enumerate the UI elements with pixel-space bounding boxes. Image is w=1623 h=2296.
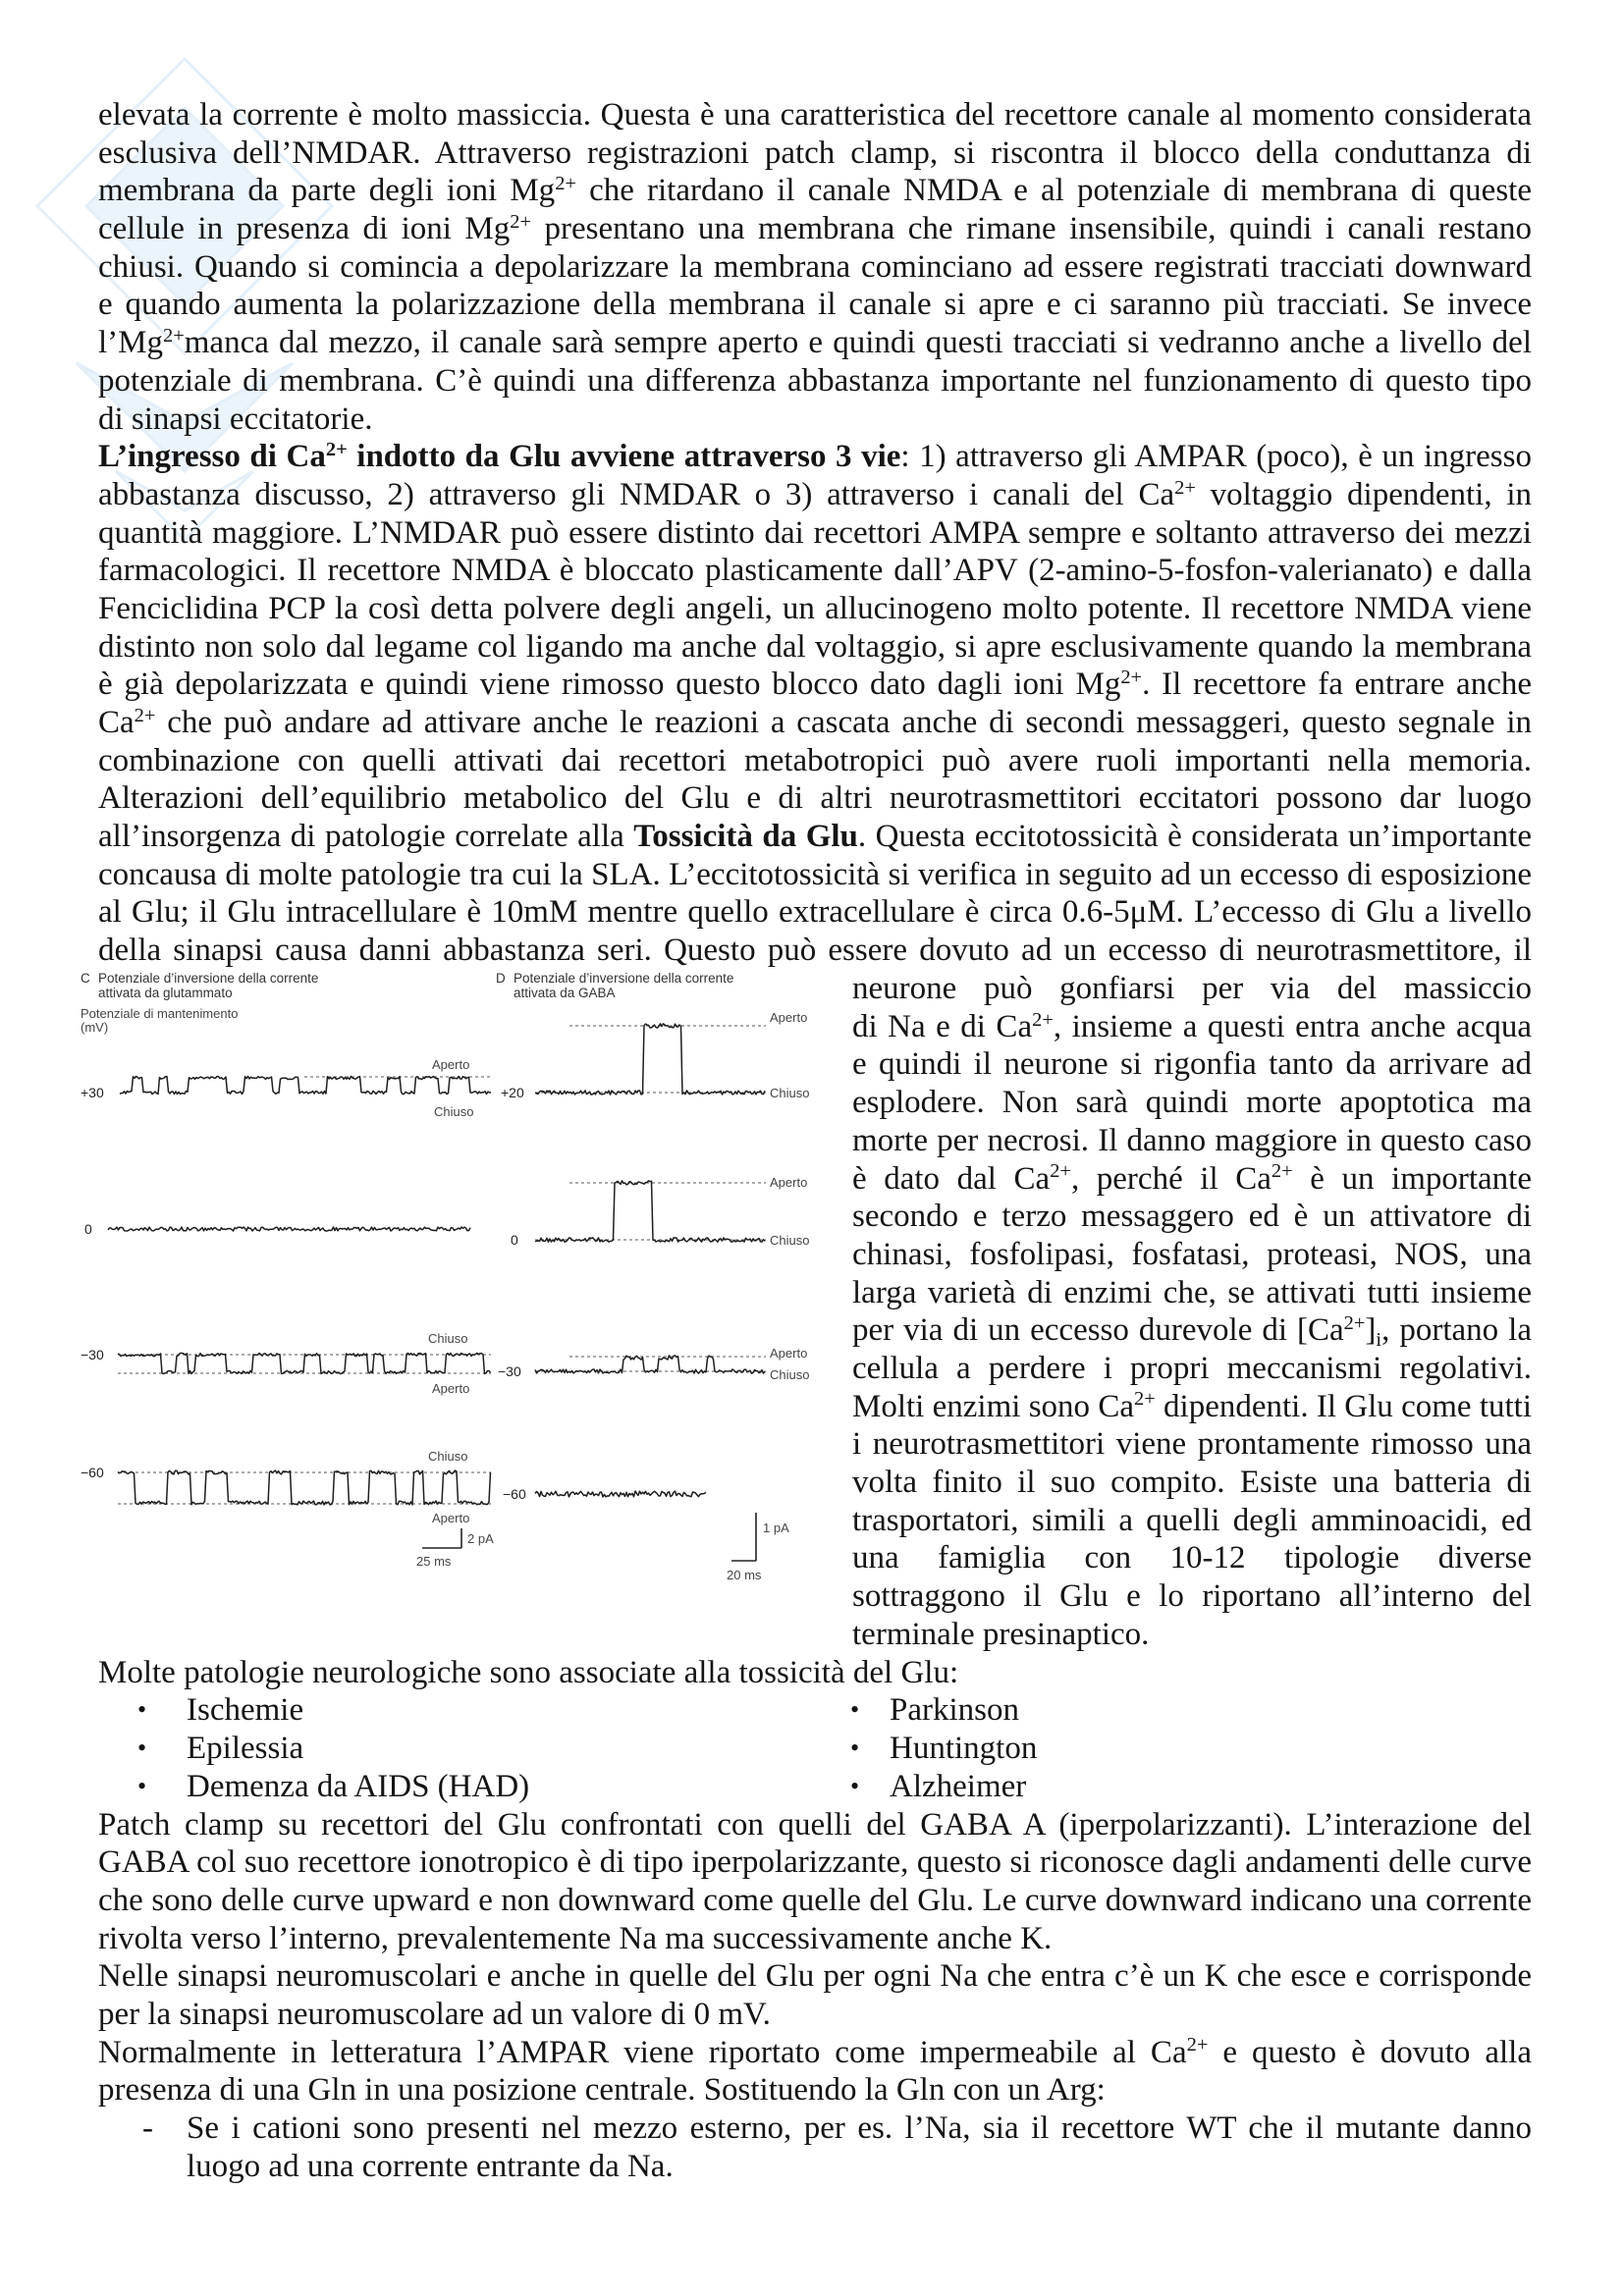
holding-potential-label: Potenziale di mantenimento xyxy=(81,1006,239,1021)
trace-potential-label: −30 xyxy=(81,1347,104,1362)
current-trace xyxy=(535,1491,706,1497)
pathology-column-left xyxy=(137,1691,805,1805)
text-line xyxy=(98,1806,1532,1844)
text-run: manca dal mezzo, il canale sarà sempre aperto e quindi questi tracciati si vedranno anche a livello del xyxy=(184,325,1532,361)
text-run: i neurotrasmettitori viene prontamente rimosso una xyxy=(852,1426,1532,1463)
text-run: GABA col suo recettore ionotropico è di tipo iperpolarizzante, questo si riconosce dagli andamenti delle curve xyxy=(98,1844,1532,1881)
text-line xyxy=(852,1274,1532,1312)
text-run: cellula a perdere i propri meccanismi regolativi. xyxy=(852,1350,1532,1386)
text-run: distinto non solo dal legame col ligando ma anche dal voltaggio, si apre esclusivamente quando la membrana xyxy=(98,628,1532,665)
superscript: 2+ xyxy=(1186,2034,1209,2056)
text-line xyxy=(852,1350,1532,1388)
superscript: 2+ xyxy=(134,704,156,726)
panel-d xyxy=(496,971,809,1582)
text-line xyxy=(852,1045,1532,1084)
text-run: Nelle sinapsi neuromuscolari e anche in quelle del Glu per ogni Na che entra c’è un K che esce e corrisponde xyxy=(98,1958,1532,1995)
text-run: potenziale di membrana. C’è quindi una differenza abbastanza importante nel funzionamento di questo tipo xyxy=(98,362,1532,399)
text-run: dipendenti. Il Glu come tutti xyxy=(1155,1388,1532,1424)
trace-state-label: Aperto xyxy=(432,1381,470,1396)
panel-d-title-line: Potenziale d’inversione della corrente xyxy=(514,971,734,986)
superscript: 2+ xyxy=(1134,1388,1156,1411)
current-trace xyxy=(118,1353,491,1373)
text-run: quantità maggiore. L’NMDAR può essere distinto dai recettori AMPA sempre e soltanto attraverso dei mezzi xyxy=(98,514,1532,551)
list-item xyxy=(850,1730,1518,1768)
trace-state-label: Aperto xyxy=(770,1175,808,1190)
text-line xyxy=(98,704,1532,742)
text-line xyxy=(852,1236,1532,1274)
panel-c xyxy=(81,971,494,1569)
text-line xyxy=(852,1160,1532,1199)
text-line xyxy=(98,248,1532,287)
text-run: voltaggio dipendenti, in xyxy=(1195,476,1532,512)
text-run: è già depolarizzata e quindi viene rimosso questo blocco dato dagli ioni Mg xyxy=(98,667,1121,703)
list-item xyxy=(850,1768,1518,1806)
text-line xyxy=(98,1654,1532,1692)
text-run: esclusiva dell’NMDAR. Attraverso registrazioni patch clamp, si riscontra il blocco della conduttanza di xyxy=(98,134,1532,171)
text-run: l’Mg xyxy=(98,325,163,361)
text-line xyxy=(852,1198,1532,1236)
text-run: Molte patologie neurologiche sono associate alla tossicità del Glu: xyxy=(98,1654,959,1690)
superscript: 2+ xyxy=(1032,1008,1054,1031)
superscript: 2+ xyxy=(1174,476,1196,499)
current-trace xyxy=(535,1024,765,1095)
text-line xyxy=(98,856,1532,894)
text-run: luogo ad una corrente entrante da Na. xyxy=(187,2148,674,2184)
text-run: concausa di molte patologie tra cui la SLA. L’eccitotossicità si verifica in seguito ad un eccesso di esposizione xyxy=(98,856,1532,892)
text-line xyxy=(98,742,1532,780)
text-run: una famiglia con 10-12 tipologie diverse xyxy=(852,1540,1532,1576)
text-run: presenza di una Gln in una posizione centrale. Sostituendo la Gln con un Arg: xyxy=(98,2072,1106,2109)
superscript: 2+ xyxy=(1120,667,1143,689)
superscript: 2+ xyxy=(555,173,576,195)
superscript: 2+ xyxy=(1343,1312,1366,1335)
text-line xyxy=(98,96,1532,134)
mutation-list-text xyxy=(187,2109,1532,2185)
text-block-1 xyxy=(98,96,1532,970)
bullet-icon: • xyxy=(137,1771,147,1800)
text-run: chinasi, fosfolipasi, fosfatasi, proteasi, NOS, una xyxy=(852,1236,1532,1272)
text-run: ] xyxy=(1365,1312,1377,1349)
trace-state-label: Aperto xyxy=(432,1057,470,1072)
text-line xyxy=(98,666,1532,704)
trace-state-label: Chiuso xyxy=(428,1331,468,1346)
list-item-text: Ischemie xyxy=(187,1692,304,1729)
trace-state-label: Chiuso xyxy=(770,1233,810,1248)
bullet-icon: • xyxy=(850,1771,860,1800)
pathology-column-right xyxy=(850,1691,1518,1805)
subscript: i xyxy=(1376,1329,1382,1350)
text-line xyxy=(852,1122,1532,1160)
trace-potential-label: +30 xyxy=(81,1085,104,1100)
text-block-2 xyxy=(852,970,1532,1653)
list-item-text: Epilessia xyxy=(187,1731,304,1767)
text-run: che sono delle curve upward e non downward come quelle del Glu. Le curve downward indicano una corrente xyxy=(98,1882,1532,1918)
trace-state-label: Chiuso xyxy=(428,1449,468,1464)
text-line xyxy=(98,286,1532,324)
text-run: di Na e di Ca xyxy=(852,1008,1033,1044)
text-run: abbastanza discusso, 2) attraverso gli NMDAR o 3) attraverso i canali del Ca xyxy=(98,476,1175,512)
text-run: , insieme a questi entra anche acqua xyxy=(1053,1008,1532,1044)
superscript: 2+ xyxy=(1271,1160,1293,1183)
text-run: per via di un eccesso durevole di [Ca xyxy=(852,1312,1344,1349)
text-line xyxy=(852,1008,1532,1046)
scale-time-label: 25 ms xyxy=(416,1554,452,1569)
text-run: Patch clamp su recettori del Glu confrontati con quelli del GABA A (iperpolarizzanti). L’interazione del xyxy=(98,1806,1532,1842)
text-line xyxy=(852,1577,1532,1616)
text-run: elevata la corrente è molto massiccia. Questa è una caratteristica del recettore canale al momento considerata xyxy=(98,97,1532,133)
text-line xyxy=(187,2109,1532,2148)
text-line xyxy=(98,362,1532,400)
text-line xyxy=(852,1425,1532,1464)
list-item xyxy=(850,1691,1518,1730)
text-run: volta finito il suo compito. Esiste una batteria di xyxy=(852,1465,1532,1501)
text-line xyxy=(98,400,1532,439)
text-run: è un importante xyxy=(1292,1160,1532,1197)
text-run: Normalmente in letteratura l’AMPAR viene riportato come impermeabile al Ca xyxy=(98,2034,1187,2070)
text-line xyxy=(98,134,1532,173)
superscript: 2+ xyxy=(163,324,185,347)
text-run: , perché il Ca xyxy=(1070,1160,1271,1197)
text-run: farmacologici. Il recettore NMDA è bloccato plasticamente dall’APV (2-amino-5-fosfon-valerianato) e dalla xyxy=(98,553,1532,589)
text-line xyxy=(852,1539,1532,1577)
mutation-list xyxy=(0,2109,1623,2185)
text-line xyxy=(98,779,1532,818)
text-run: che può andare ad attivare anche le reazioni a cascata anche di secondi messaggeri, questo segnale in xyxy=(155,705,1532,740)
text-run: sottraggono il Glu e lo riportano all’interno del xyxy=(852,1578,1532,1615)
text-run: e quando aumenta la polarizzazione della membrana il canale si apre e ci saranno più tracciati. Se invece xyxy=(98,287,1532,323)
text-run: e quindi il neurone si rigonfia tanto da arrivare ad xyxy=(852,1046,1532,1083)
text-line xyxy=(98,1957,1532,1996)
text-run: morte per necrosi. Il danno maggiore in questo caso xyxy=(852,1122,1532,1158)
text-line xyxy=(98,818,1532,856)
text-run: chiusi. Quando si comincia a depolarizzare la membrana cominciano ad essere registrati tracciati downward xyxy=(98,248,1532,285)
trace-potential-label: −30 xyxy=(498,1363,521,1379)
trace-potential-label: 0 xyxy=(511,1232,518,1248)
trace-potential-label: 0 xyxy=(84,1221,92,1237)
text-line xyxy=(187,2148,1532,2186)
text-line xyxy=(98,2034,1532,2072)
text-line xyxy=(98,438,1532,476)
text-line xyxy=(852,1502,1532,1540)
trace-potential-label: −60 xyxy=(503,1486,526,1502)
panel-c-title-line: Potenziale d’inversione della corrente xyxy=(98,971,319,986)
text-line xyxy=(98,172,1532,210)
current-trace xyxy=(535,1181,765,1242)
text-block-3 xyxy=(98,1654,1532,1692)
text-run: Ca xyxy=(98,705,135,740)
list-item-text: Alzheimer xyxy=(890,1768,1027,1804)
text-run: Molti enzimi sono Ca xyxy=(852,1388,1134,1424)
holding-potential-unit: (mV) xyxy=(81,1020,109,1035)
current-trace xyxy=(535,1356,765,1373)
text-run: esplodere. Non sarà quindi morte apoptotica ma xyxy=(852,1085,1532,1121)
bullet-icon: • xyxy=(137,1734,147,1763)
bullet-icon: • xyxy=(850,1695,860,1725)
text-line xyxy=(852,1388,1532,1426)
text-run: della sinapsi causa danni abbastanza seri. Questo può essere dovuto ad un eccesso di neurotrasmettitore, il xyxy=(98,933,1532,969)
text-line xyxy=(98,210,1532,248)
text-line xyxy=(98,628,1532,667)
pathology-list xyxy=(0,1691,1623,1805)
current-trace xyxy=(118,1470,491,1505)
text-line xyxy=(98,590,1532,628)
list-item xyxy=(137,1730,805,1768)
panel-d-title-line: attivata da GABA xyxy=(514,986,616,1000)
bold-text: L’ingresso di Ca xyxy=(98,439,326,475)
trace-state-label: Chiuso xyxy=(770,1367,810,1382)
text-run: membrana da parte degli ioni Mg xyxy=(98,173,556,209)
scale-current-label: 1 pA xyxy=(763,1521,789,1535)
text-block-4 xyxy=(98,1806,1532,2110)
trace-state-label: Aperto xyxy=(770,1010,808,1025)
text-line xyxy=(98,1996,1532,2034)
bold-text: Tossicità da Glu xyxy=(633,819,858,855)
text-run: che ritardano il canale NMDA e al potenziale di membrana di queste xyxy=(575,173,1532,209)
list-item-text: Demenza da AIDS (HAD) xyxy=(187,1768,530,1804)
text-run: rivolta verso l’interno, prevalentemente Na ma successivamente anche K. xyxy=(98,1920,1053,1956)
bold-text: indotto da Glu avviene attraverso 3 vie xyxy=(347,439,901,475)
text-run: secondo e terzo messaggero ed è un attivatore di xyxy=(852,1199,1532,1235)
bullet-icon: • xyxy=(137,1695,147,1725)
text-run: è dato dal Ca xyxy=(852,1160,1051,1197)
list-item xyxy=(137,1768,805,1806)
text-run: e questo è dovuto alla xyxy=(1208,2034,1532,2070)
list-item-text: Huntington xyxy=(890,1731,1038,1767)
scale-current-label: 2 pA xyxy=(467,1531,494,1546)
text-run: Se i cationi sono presenti nel mezzo esterno, per es. l’Na, sia il recettore WT che il mutante danno xyxy=(187,2110,1532,2147)
text-run: trasportatori, simili a quelli degli amminoacidi, ed xyxy=(852,1502,1532,1538)
trace-state-label: Chiuso xyxy=(770,1086,810,1100)
text-run: presentano una membrana che rimane insensibile, quindi i canali restano xyxy=(531,211,1532,247)
panel-c-letter: C xyxy=(81,971,90,986)
text-line xyxy=(98,1843,1532,1882)
trace-potential-label: +20 xyxy=(501,1085,524,1100)
text-run: combinazione con quelli attivati dai recettori metabotropici può avere ruoli importanti nella memoria. xyxy=(98,742,1532,778)
superscript: 2+ xyxy=(1050,1160,1071,1183)
patch-clamp-figure xyxy=(79,967,825,1595)
text-run: neurone può gonfiarsi per via del massiccio xyxy=(852,971,1532,1007)
text-run: cellule in presenza di ioni Mg xyxy=(98,211,511,247)
text-line xyxy=(98,2071,1532,2109)
text-line xyxy=(98,893,1532,932)
list-item xyxy=(137,1691,805,1730)
text-line xyxy=(852,970,1532,1008)
current-trace xyxy=(120,1076,491,1094)
text-run: al Glu; il Glu intracellulare è 10mM mentre quello extracellulare è circa 0.6-5μM. L’eccesso di Glu a livello xyxy=(98,894,1532,931)
text-run: : 1) attraverso gli AMPAR (poco), è un ingresso xyxy=(900,439,1532,475)
text-line xyxy=(98,324,1532,362)
bullet-icon: • xyxy=(850,1734,860,1763)
text-line xyxy=(98,1882,1532,1920)
trace-potential-label: −60 xyxy=(81,1465,104,1480)
text-run: all’insorgenza di patologie correlate alla xyxy=(98,819,634,855)
superscript: 2+ xyxy=(510,210,532,233)
text-run: . Il recettore fa entrare anche xyxy=(1142,667,1532,703)
panel-d-letter: D xyxy=(496,971,506,986)
text-line xyxy=(98,476,1532,514)
text-line xyxy=(98,514,1532,553)
scale-time-label: 20 ms xyxy=(727,1568,762,1582)
current-trace xyxy=(108,1227,470,1231)
text-run: Alterazioni dell’equilibrio metabolico del Glu e di altri neurotrasmettitori eccitatori possono dar luogo xyxy=(98,780,1532,817)
text-run: , portano la xyxy=(1381,1312,1532,1349)
text-run: terminale presinaptico. xyxy=(852,1616,1150,1652)
panel-c-title-line: attivata da glutammato xyxy=(98,986,233,1000)
text-line xyxy=(852,1616,1532,1654)
text-run: Fenciclidina PCP la così detta polvere degli angeli, un allucinogeno molto potente. Il recettore NMDA viene xyxy=(98,590,1532,626)
text-run: per la sinapsi neuromuscolare ad un valore di 0 mV. xyxy=(98,1996,771,2032)
trace-state-label: Aperto xyxy=(432,1511,470,1525)
text-line xyxy=(98,932,1532,970)
text-line xyxy=(852,1084,1532,1122)
list-item-text: Parkinson xyxy=(890,1692,1019,1729)
text-run: di sinapsi eccitatorie. xyxy=(98,400,373,437)
trace-state-label: Aperto xyxy=(770,1346,808,1361)
text-line xyxy=(98,1920,1532,1958)
text-run: . Questa eccitotossicità è considerata un’importante xyxy=(857,819,1532,855)
text-line xyxy=(852,1311,1532,1350)
text-line xyxy=(852,1464,1532,1502)
text-line xyxy=(98,552,1532,590)
dash-marker: - xyxy=(142,2110,153,2147)
superscript-bold: 2+ xyxy=(325,438,348,460)
trace-state-label: Chiuso xyxy=(434,1104,474,1119)
text-run: larga varietà di enzimi che, se attivati tutti insieme xyxy=(852,1274,1532,1310)
